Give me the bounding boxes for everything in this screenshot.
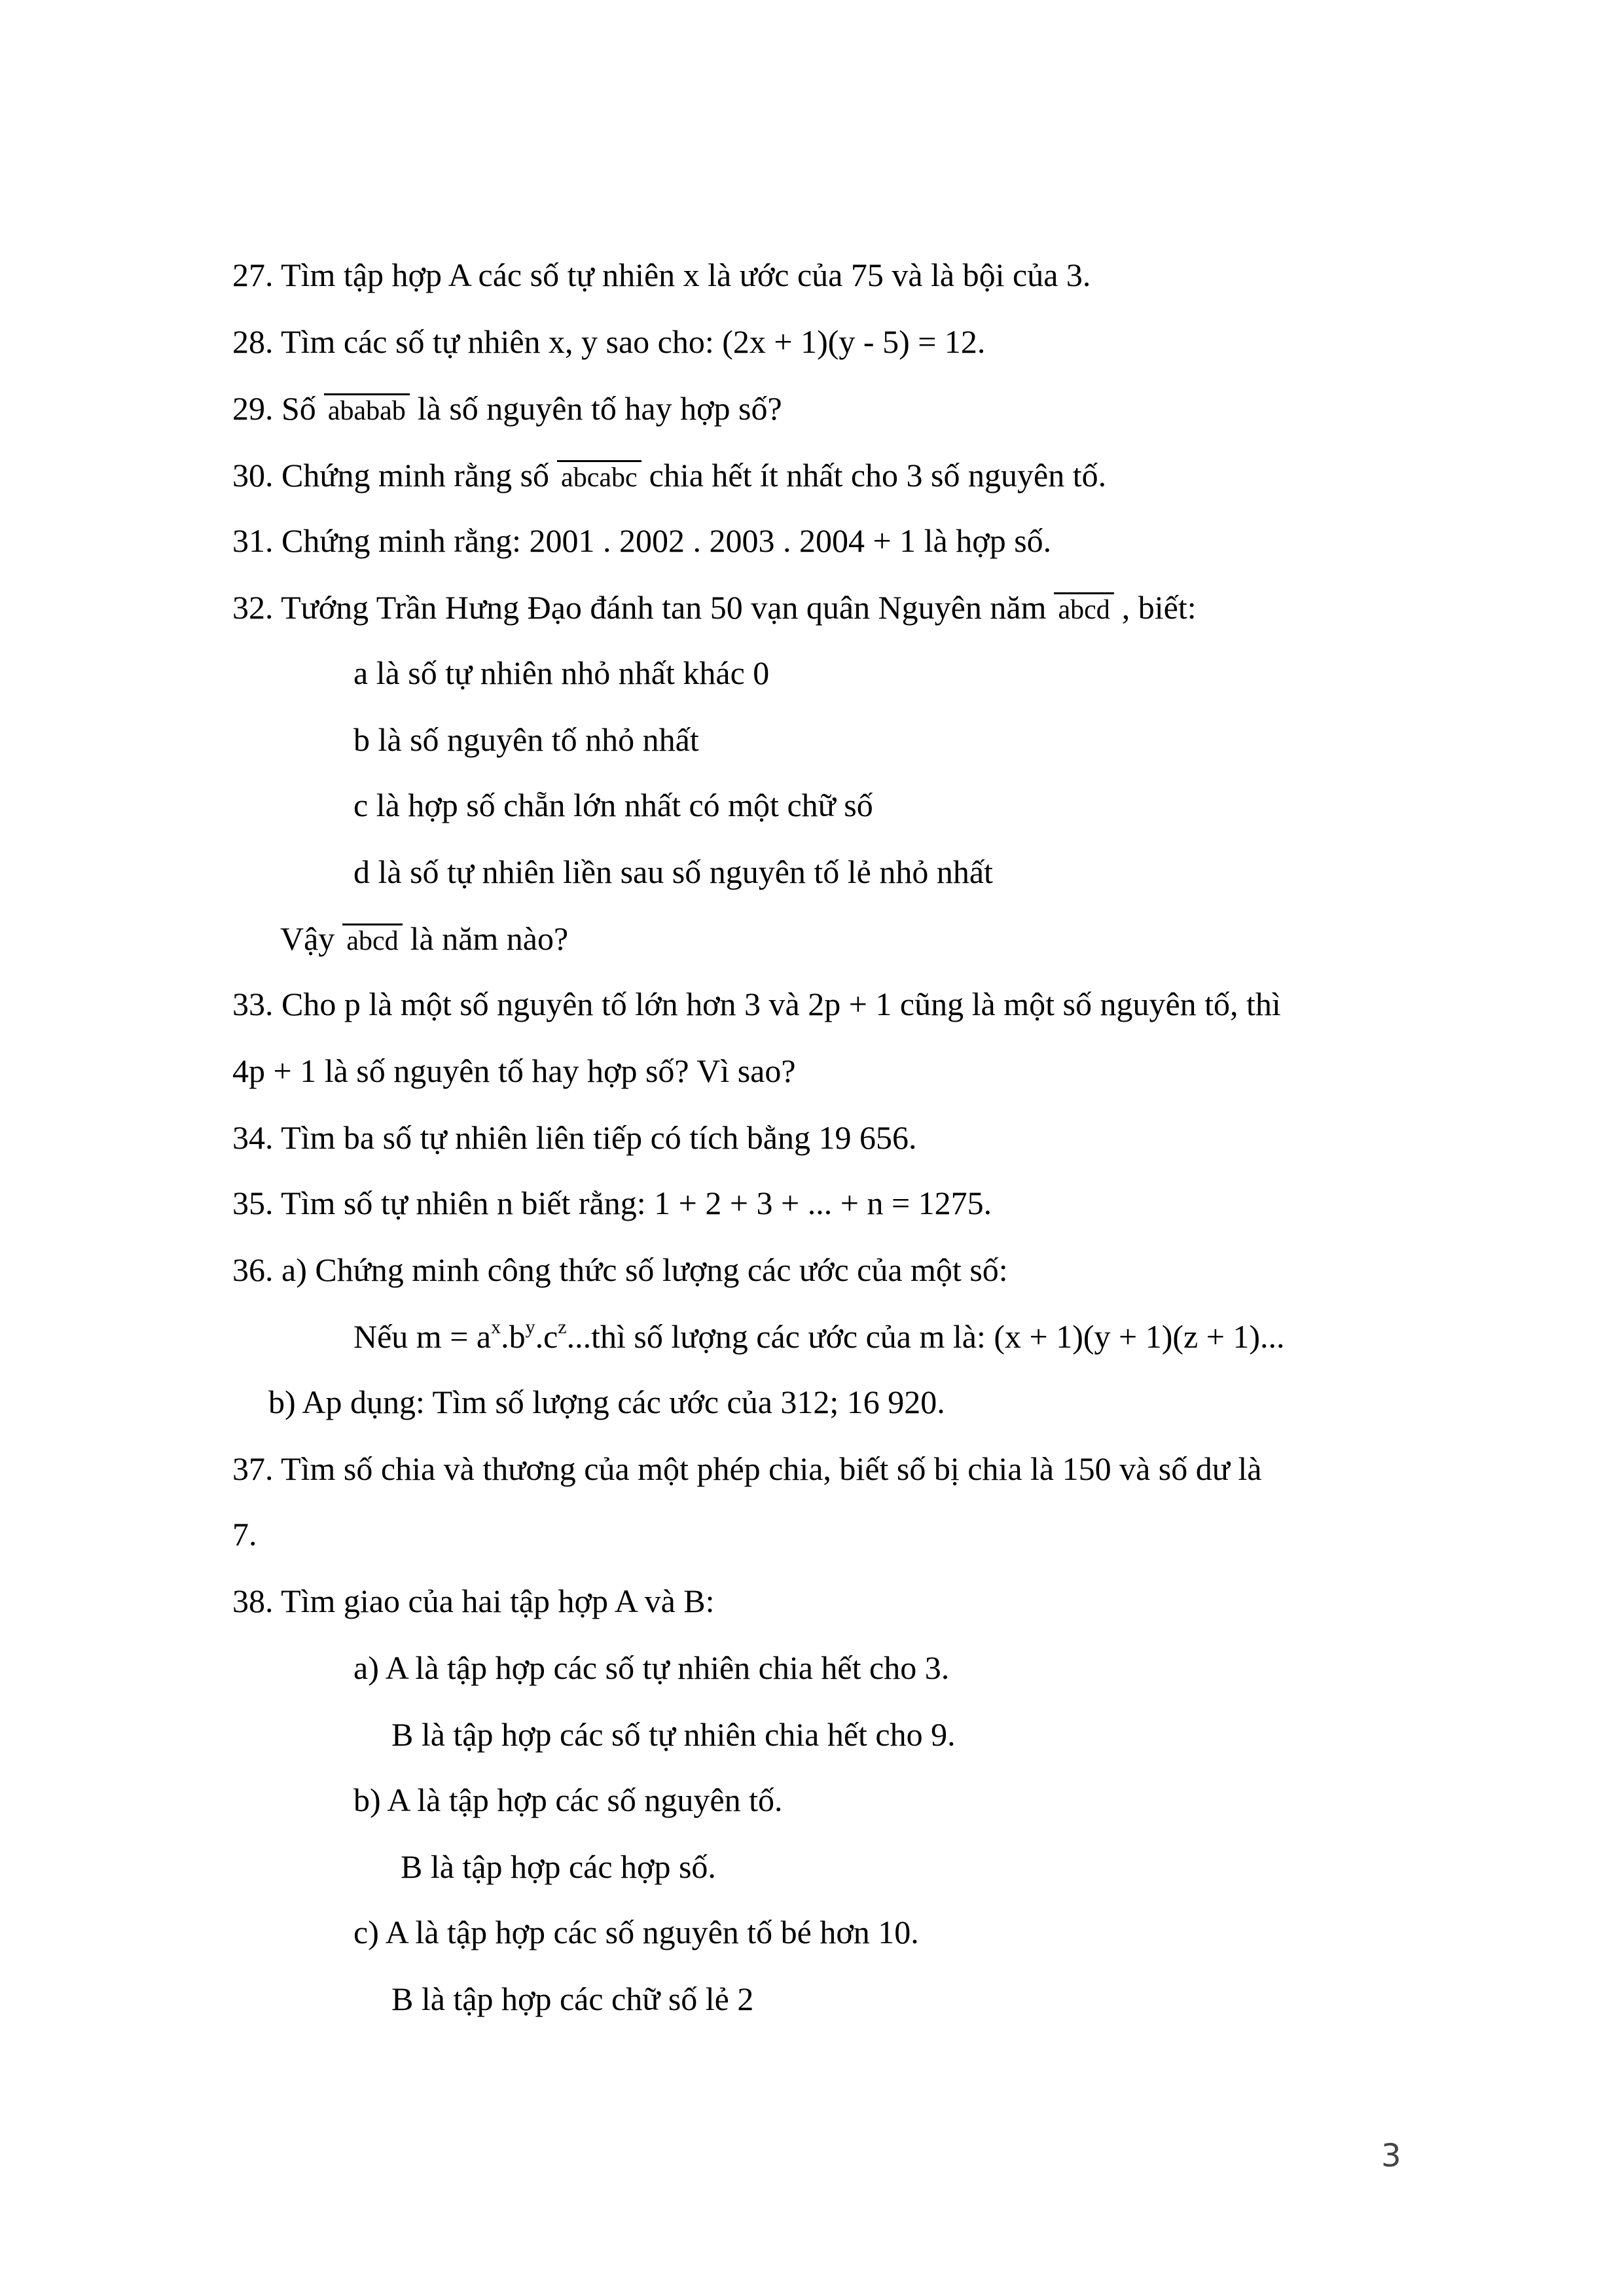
formula-part: Nếu m = a [353,1318,492,1355]
problem-32 [232,588,1197,627]
problem-36-a: 36. a) Chứng minh công thức số lượng các ước của một số: [232,1251,1008,1288]
overline-number: abcd [1054,592,1113,624]
formula-part: ...thì số lượng các ước của m là: (x + 1)(y + 1)(z + 1)... [566,1318,1285,1355]
problem-35: 35. Tìm số tự nhiên n biết rằng: 1 + 2 + 3 + ... + n = 1275. [232,1185,992,1221]
overline-number: ababab [324,393,410,425]
problem-38-a-set-a: a) A là tập hợp các số tự nhiên chia hết cho 3. [353,1649,950,1686]
problem-34: 34. Tìm ba số tự nhiên liên tiếp có tích bằng 19 656. [232,1119,917,1156]
problem-30-prefix: 30. Chứng minh rằng số [232,457,550,493]
problem-38: 38. Tìm giao của hai tập hợp A và B: [232,1583,715,1619]
problem-32-suffix: , biết: [1121,589,1197,626]
formula-part: .c [535,1318,558,1355]
problem-32-question-prefix: Vậy [280,920,335,957]
problem-32-condition-c: c là hợp số chẵn lớn nhất có một chữ số [353,787,873,823]
problem-38-c-set-a: c) A là tập hợp các số nguyên tố bé hơn 10. [353,1914,919,1950]
page-number: 3 [1381,2138,1401,2174]
problem-38-a-set-b: B là tập hợp các số tự nhiên chia hết cho 9. [391,1716,956,1753]
exponent-y: y [525,1316,535,1338]
problem-33-line-2: 4p + 1 là số nguyên tố hay hợp số? Vì sao? [232,1052,796,1089]
problem-29 [232,389,782,428]
problem-29-suffix: là số nguyên tố hay hợp số? [417,390,782,427]
problem-33-line-1: 33. Cho p là một số nguyên tố lớn hơn 3 và 2p + 1 cũng là một số nguyên tố, thì [232,986,1281,1022]
problem-32-question [280,919,568,958]
problem-37-line-1: 37. Tìm số chia và thương của một phép chia, biết số bị chia là 150 và số dư là [232,1450,1262,1487]
formula-part: .b [501,1318,526,1355]
problem-31: 31. Chứng minh rằng: 2001 . 2002 . 2003 . 2004 + 1 là hợp số. [232,522,1052,559]
problem-32-question-suffix: là năm nào? [410,920,569,957]
problem-38-b-set-b: B là tập hợp các hợp số. [401,1848,716,1885]
problem-32-prefix: 32. Tướng Trần Hưng Đạo đánh tan 50 vạn quân Nguyên năm [232,589,1047,626]
problem-27: 27. Tìm tập hợp A các số tự nhiên x là ước của 75 và là bội của 3. [232,257,1091,293]
problem-32-condition-d: d là số tự nhiên liền sau số nguyên tố lẻ nhỏ nhất [353,853,993,890]
overline-number: abcabc [557,460,641,492]
exponent-z: z [558,1316,567,1338]
problem-37-line-2: 7. [232,1516,257,1552]
problem-36-b: b) Ap dụng: Tìm số lượng các ước của 312; 16 920. [268,1384,945,1420]
problem-32-condition-a: a là số tự nhiên nhỏ nhất khác 0 [353,655,770,691]
problem-30-suffix: chia hết ít nhất cho 3 số nguyên tố. [649,457,1107,493]
problem-36-formula [353,1317,1285,1356]
problem-32-condition-b: b là số nguyên tố nhỏ nhất [353,721,699,758]
overline-number: abcd [342,924,402,956]
problem-38-c-set-b: B là tập hợp các chữ số lẻ 2 [391,1981,754,2017]
problem-29-prefix: 29. Số [232,390,316,427]
problem-30 [232,456,1106,495]
exponent-x: x [491,1316,501,1338]
problem-38-b-set-a: b) A là tập hợp các số nguyên tố. [353,1782,783,1818]
problem-28: 28. Tìm các số tự nhiên x, y sao cho: (2x + 1)(y - 5) = 12. [232,323,986,360]
